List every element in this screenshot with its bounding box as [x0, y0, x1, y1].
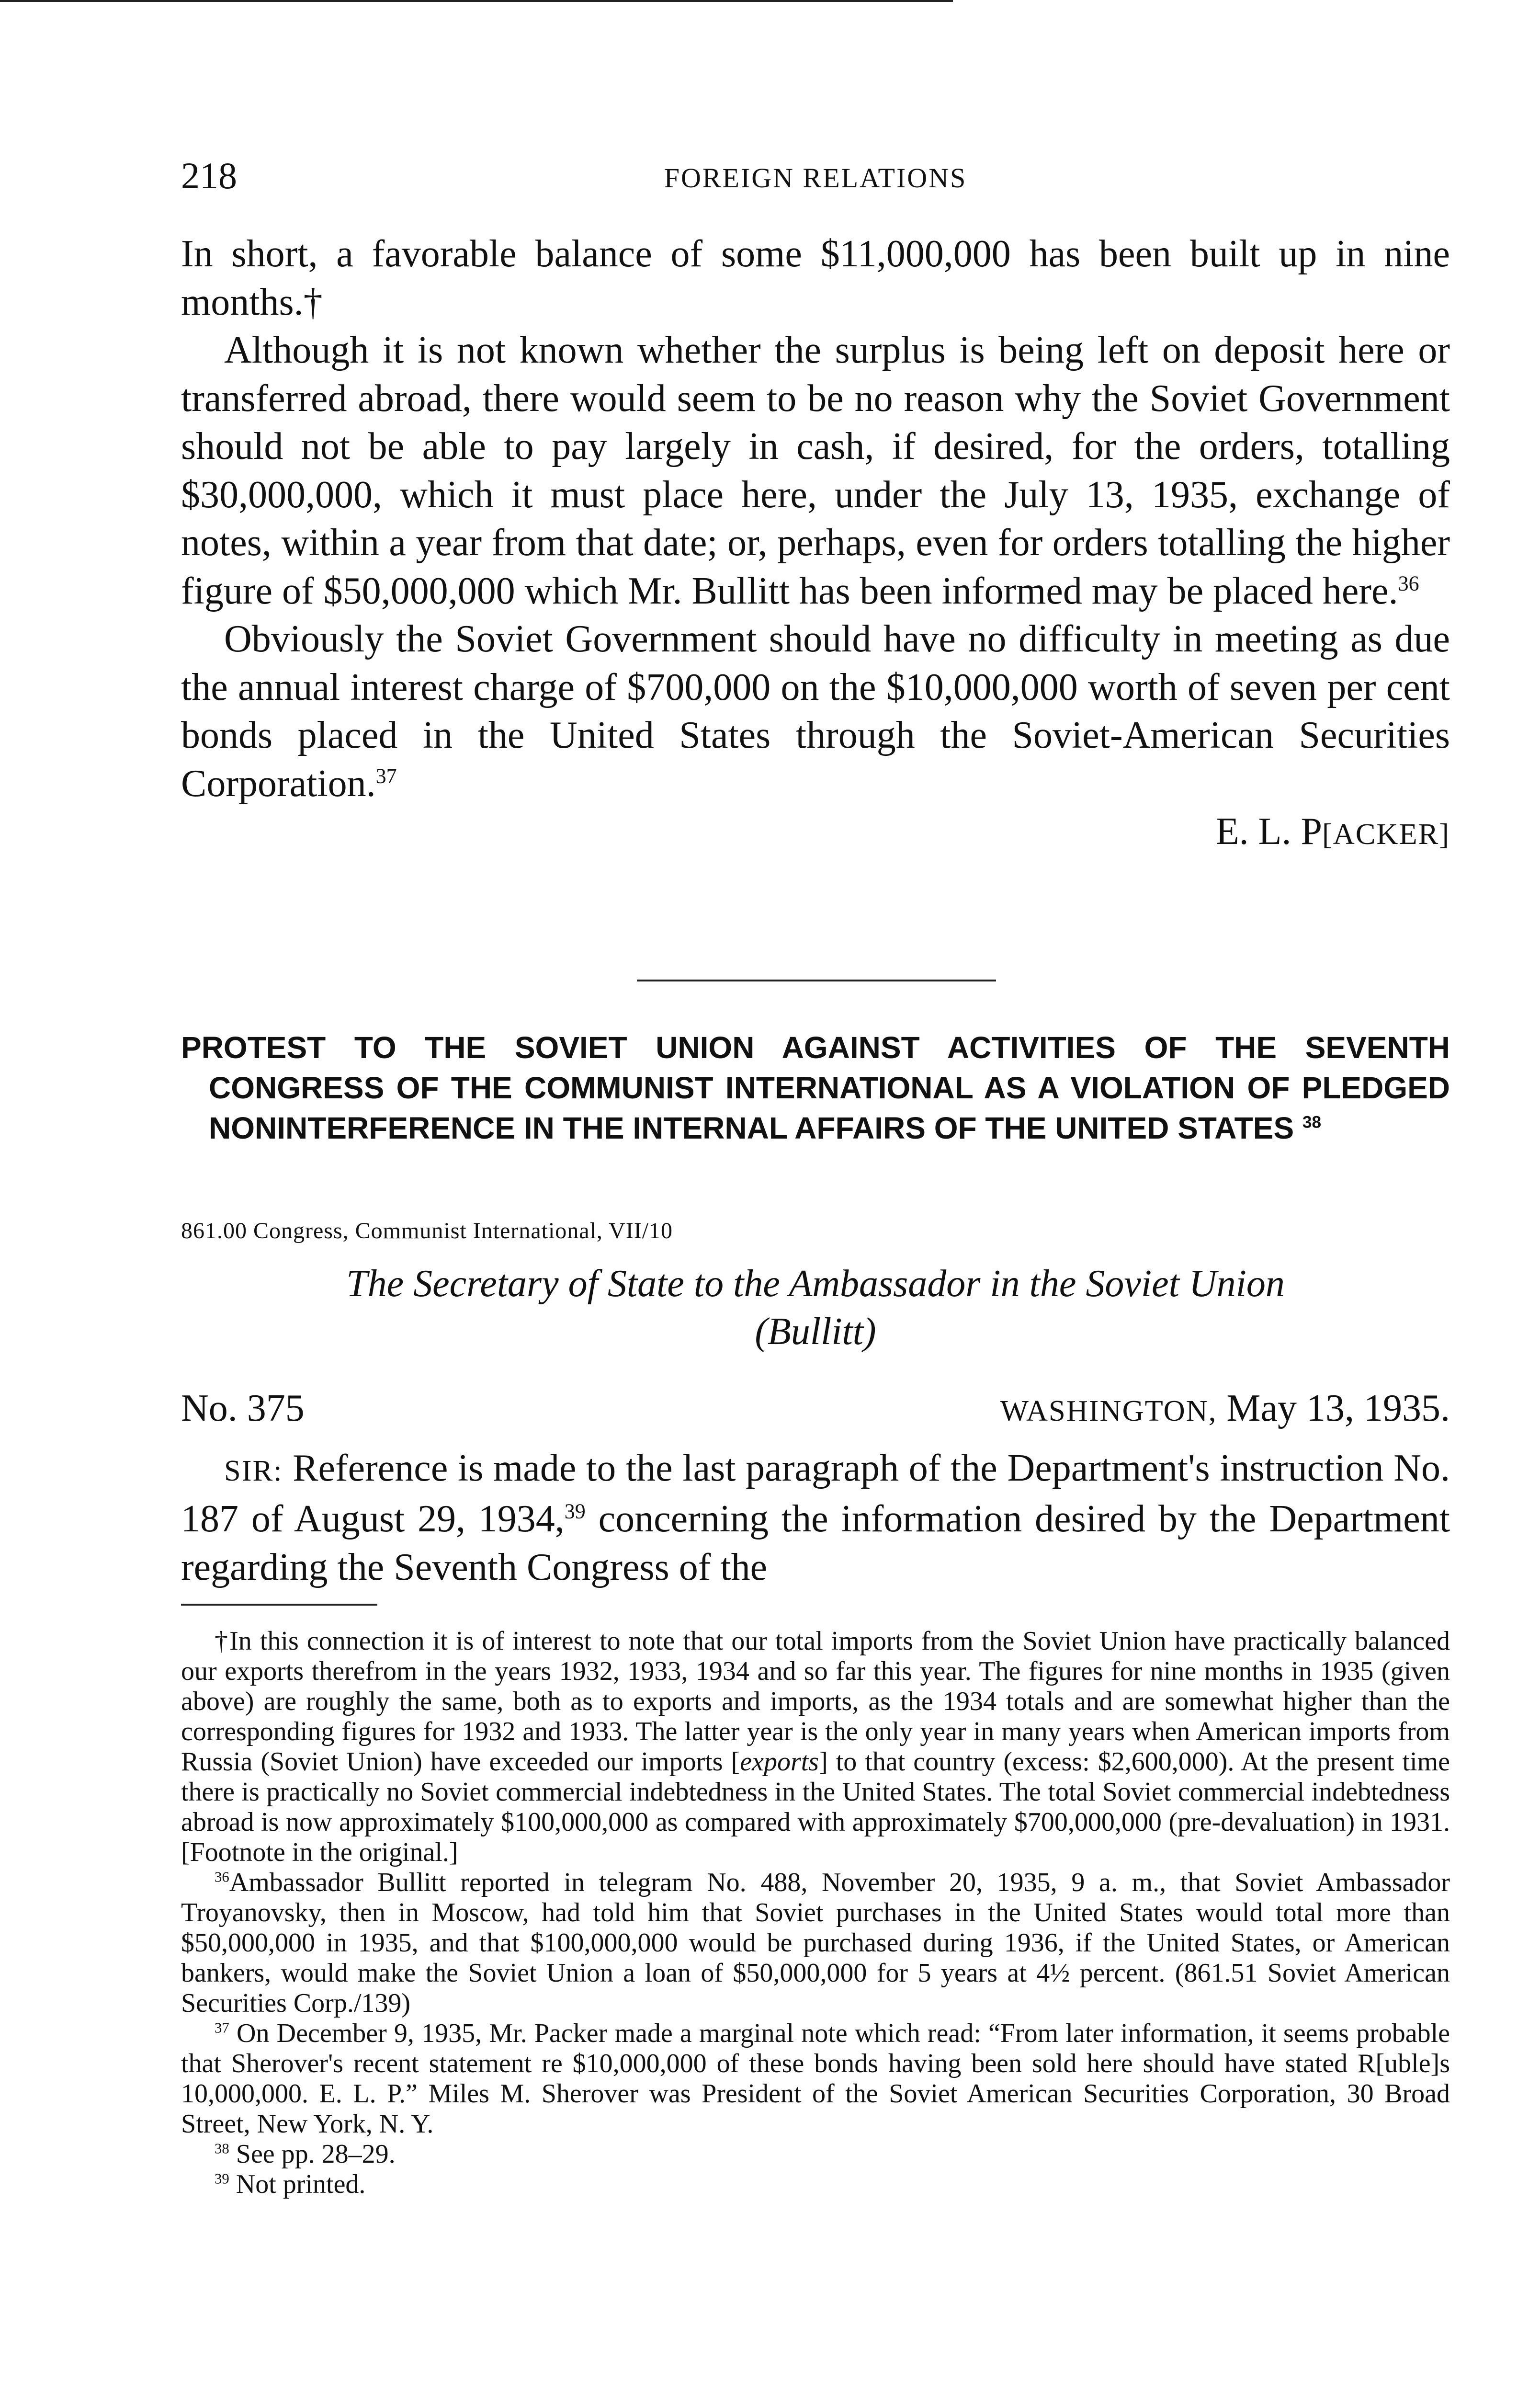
letter — [181, 1384, 1450, 1591]
main-text — [181, 230, 1450, 859]
footnote-37-text: On December 9, 1935, Mr. Packer made a marginal note which read: “From later information, it seems probable that Sherover's recent statement re $10,000,000 of these bonds having been sold here should have stated R[uble]s 10,000,000. E. L. P.” Miles M. Sherover was President of the Soviet American Securities Corporation, 30 Broad Street, New York, N. Y. — [181, 2019, 1450, 2139]
page-number: 218 — [181, 155, 237, 196]
footnote-ref-39: 39 — [564, 1499, 586, 1523]
signature-initials: E. L. P — [1215, 810, 1322, 853]
footnote-36-text: Ambassador Bullitt reported in telegram No. 488, November 20, 1935, 9 a. m., that Soviet Ambassador Troyanovsky, then in Moscow, had told him that Soviet purchases in the United States would total more than $50,000,000 in 1935, and that $100,000,000 would be purchased during 1936, if the United States, or American bankers, would make the Soviet Union a loan of $50,000,000 for 5 years at 4½ percent. (861.51 Soviet American Securities Corp./139) — [181, 1868, 1450, 2018]
file-reference: 861.00 Congress, Communist International, VII/10 — [181, 1218, 673, 1243]
footnote-dagger — [181, 1626, 1450, 1868]
footnote-ref-38: 38 — [1302, 1113, 1322, 1132]
paragraph-2-text: Although it is not known whether the surplus is being left on deposit here or transferred abroad, there would seem to be no reason why the Soviet Government should not be able to pay largely in cash, if desired, for the orders, totalling $30,000,000, which it must place here, under the July 13, 1935, exchange of notes, within a year from that date; or, perhaps, even for orders totalling the higher figure of $50,000,000 which Mr. Bullitt has been informed may be placed here. — [181, 329, 1450, 612]
section-heading-title: PROTEST TO THE SOVIET UNION AGAINST ACTIVITIES OF THE SEVENTH CONGRESS OF THE COMMUNIST INTERNATIONAL AS A VIOLATION OF PLEDGED NONINTERFERENCE IN THE INTERNAL AFFAIRS OF THE UNITED STATES — [181, 1030, 1450, 1145]
footnote-ref-36: 36 — [1398, 571, 1419, 595]
letter-text-b: concerning the information desired by the Department regarding the Seventh Congress of the — [181, 1498, 1450, 1588]
running-title: FOREIGN RELATIONS — [664, 162, 967, 194]
document-title — [181, 1260, 1450, 1356]
page-header — [181, 154, 1450, 197]
top-edge-rule — [0, 0, 953, 2]
letter-body — [181, 1444, 1450, 1592]
paragraph-2 — [181, 326, 1450, 615]
footnote-38-number: 38 — [215, 2140, 229, 2157]
footnote-39 — [181, 2169, 1450, 2200]
letter-text-a: Reference is made to the last paragraph of the Department's instruction No. 187 of August 29, 1934, — [181, 1447, 1450, 1540]
footnote-rule — [181, 1604, 377, 1606]
footnote-39-text: Not printed. — [236, 2169, 366, 2199]
footnote-dagger-b: ] to that country (excess: $2,600,000). At the present time there is practically no Soviet commercial indebtedness in the United States. The total Soviet commercial indebtedness abroad is now approximately $100,000,000 as compared with approximately $700,000,000 (pre-devaluation) in 1931. [Footnote in the original.] — [181, 1747, 1450, 1867]
document-title-line-1: The Secretary of State to the Ambassador in the Soviet Union — [346, 1263, 1285, 1305]
footnote-36-number: 36 — [215, 1869, 229, 1885]
footnotes — [181, 1626, 1450, 2200]
section-separator — [637, 980, 996, 981]
signature — [181, 808, 1450, 859]
section-heading-text — [181, 1027, 1450, 1148]
footnote-38-text: See pp. 28–29. — [236, 2139, 396, 2169]
signature-rest: [ACKER] — [1322, 818, 1450, 851]
letter-number: No. 375 — [181, 1387, 305, 1429]
letter-date: May 13, 1935. — [1226, 1387, 1450, 1429]
paragraph-3-text: Obviously the Soviet Government should have no difficulty in meeting as due the annual interest charge of $700,000 on the $10,000,000 worth of seven per cent bonds placed in the United States through the Soviet-American Securities Corporation. — [181, 618, 1450, 805]
letter-place-date — [1000, 1384, 1450, 1436]
footnote-37 — [181, 2019, 1450, 2139]
salutation: SIR: — [224, 1454, 283, 1487]
paragraph-1: In short, a favorable balance of some $11,000,000 has been built up in nine months.† — [181, 233, 1450, 323]
footnote-38 — [181, 2139, 1450, 2169]
document-title-line-2: (Bullitt) — [755, 1311, 876, 1353]
paragraph-3 — [181, 615, 1450, 808]
letter-place: WASHINGTON, — [1000, 1394, 1217, 1427]
footnote-39-number: 39 — [215, 2170, 229, 2187]
footnote-ref-37: 37 — [375, 764, 397, 787]
footnote-36 — [181, 1868, 1450, 2019]
footnote-dagger-italic: exports — [740, 1747, 819, 1777]
footnote-37-number: 37 — [215, 2019, 229, 2036]
dateline — [181, 1384, 1450, 1436]
footnote-dagger-a: †In this connection it is of interest to note that our total imports from the Soviet Union have practically balanced our exports therefrom in the years 1932, 1933, 1934 and so far this year. The figures for nine months in 1935 (given above) are roughly the same, both as to exports and imports, as the 1934 totals and are somewhat higher than the corresponding figures for 1932 and 1933. The latter year is the only year in many years when American imports from Russia (Soviet Union) have exceeded our imports [ — [181, 1626, 1450, 1777]
section-heading — [181, 1027, 1450, 1148]
